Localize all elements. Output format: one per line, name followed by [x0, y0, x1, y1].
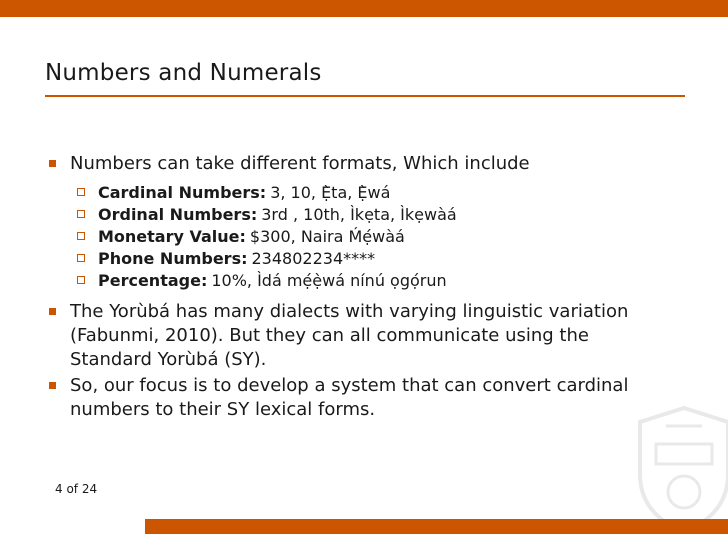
bullet-line: The Yorùbá has many dialects with varying linguistic variation: [70, 301, 629, 322]
bullet-line: (Fabunmi, 2010). But they can all communicate using the: [70, 325, 589, 346]
header-bar: [0, 0, 728, 17]
sub-bullet-value: 234802234****: [251, 249, 376, 268]
bullet-line: numbers to their SY lexical forms.: [70, 399, 376, 420]
sub-bullet-label: Ordinal Numbers:: [98, 205, 258, 224]
bullet-text: Numbers can take different formats, Which include: [70, 153, 530, 174]
bullet-line: Standard Yorùbá (SY).: [70, 349, 267, 370]
sub-bullet-value: 3, 10, Ẹ̀ta, Ẹ̀wá: [270, 183, 391, 202]
university-crest-watermark: [636, 404, 728, 536]
page-number: 4 of 24: [55, 482, 98, 496]
sub-bullet-value: $300, Naira Ḿẹ́wàá: [249, 227, 405, 246]
slide-title: Numbers and Numerals: [45, 60, 322, 86]
sub-bullet-ordinal: [70, 204, 688, 226]
bullet-list: [48, 152, 688, 424]
sub-bullet-label: Monetary Value:: [98, 227, 246, 246]
sub-bullet-phone: [70, 248, 688, 270]
sub-bullet-label: Phone Numbers:: [98, 249, 248, 268]
footer-strip: [0, 536, 728, 546]
sub-bullet-label: Cardinal Numbers:: [98, 183, 267, 202]
sub-bullet-monetary: [70, 226, 688, 248]
sub-bullet-label: Percentage:: [98, 271, 208, 290]
bullet-dialects: [48, 300, 688, 372]
sub-bullet-percentage: [70, 270, 688, 292]
sub-bullet-cardinal: [70, 182, 688, 204]
bullet-line: So, our focus is to develop a system that can convert cardinal: [70, 375, 629, 396]
sub-bullet-list: [70, 176, 688, 292]
bullet-formats: [48, 152, 688, 292]
sub-bullet-value: 10%, Ìdá mẹ́ẹ̀wá nínú ọgọ́run: [211, 271, 447, 290]
footer-bar: [145, 519, 728, 534]
title-divider: [45, 95, 685, 97]
bullet-focus: [48, 374, 688, 422]
sub-bullet-value: 3rd , 10th, Ìkẹta, Ìkẹwàá: [261, 205, 457, 224]
